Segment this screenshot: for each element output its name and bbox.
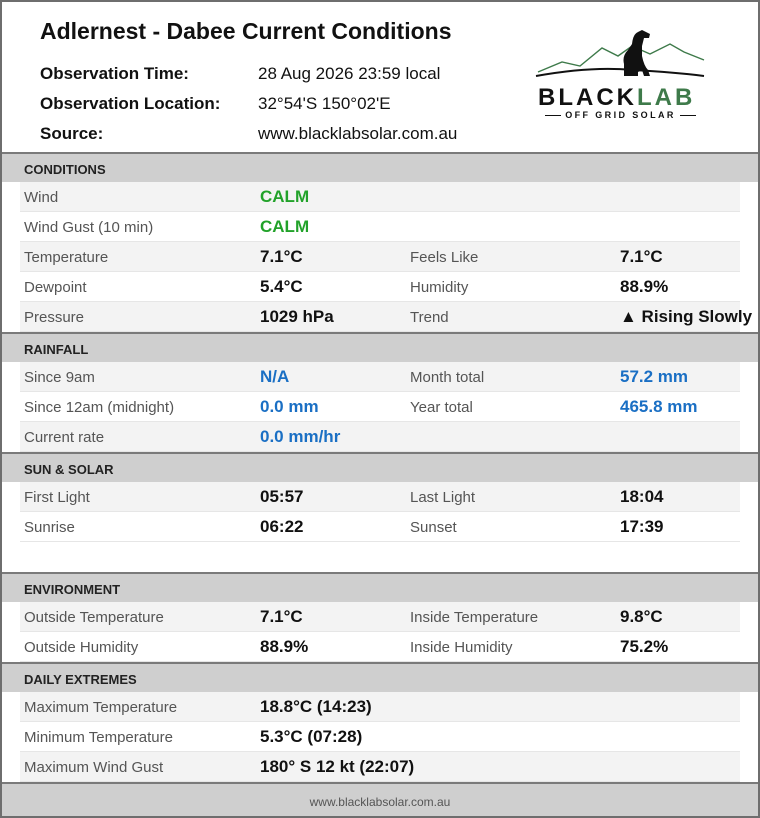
row-outside-humidity [20,632,740,662]
observation-location-value: 32°54'S 150°02'E [258,94,391,113]
min-temperature-label: Minimum Temperature [24,729,173,746]
source-label: Source: [40,124,104,143]
dewpoint-label: Dewpoint [24,279,87,296]
row-first-light [20,482,740,512]
wind-gust-label: Wind Gust (10 min) [24,219,154,236]
pressure-label: Pressure [24,309,85,326]
last-light-value: 18:04 [620,487,664,506]
row-wind-gust [20,212,740,242]
min-temperature-value: 5.3°C (07:28) [260,727,363,746]
max-temperature-value: 18.8°C (14:23) [260,697,372,716]
spacer-row [2,542,758,572]
mountain-dog-icon [532,26,712,86]
blacklab-logo [532,26,712,126]
section-daily-extremes [2,662,758,692]
pressure-value: 1029 hPa [260,307,334,326]
first-light-label: First Light [24,489,90,506]
wind-value: CALM [260,187,310,206]
observation-time-label: Observation Time: [40,64,189,83]
feels-like-label: Feels Like [410,249,479,266]
since-9am-value: N/A [260,367,290,386]
wind-gust-value: CALM [260,217,310,236]
row-sunrise [20,512,740,542]
row-min-temperature [20,722,740,752]
max-temperature-label: Maximum Temperature [24,699,178,716]
humidity-value: 88.9% [620,277,669,296]
since-9am-label: Since 9am [24,369,95,386]
sunset-label: Sunset [410,519,457,536]
row-pressure [20,302,753,332]
logo-text [538,84,695,112]
logo-text-lab: LAB [637,84,696,111]
row-since-midnight [20,392,740,422]
page-title: Adlernest - Dabee Current Conditions [40,18,452,44]
month-total-label: Month total [410,369,485,386]
source-value[interactable]: www.blacklabsolar.com.au [258,124,458,143]
outside-temperature-value: 7.1°C [260,607,303,626]
logo-text-black: BLACK [538,84,637,111]
row-wind [20,182,740,212]
year-total-label: Year total [410,399,473,416]
month-total-value: 57.2 mm [620,367,689,386]
last-light-label: Last Light [410,489,476,506]
outside-temperature-label: Outside Temperature [24,609,164,626]
section-title: SUN & SOLAR [24,462,114,477]
section-title: ENVIRONMENT [24,582,121,597]
section-title: RAINFALL [24,342,89,357]
section-title: DAILY EXTREMES [24,672,137,687]
row-current-rate [20,422,740,452]
logo-subtitle: OFF GRID SOLAR [538,110,703,120]
year-total-value: 465.8 mm [620,397,698,416]
section-environment [2,572,758,602]
sunrise-value: 06:22 [260,517,304,536]
header [2,2,758,152]
current-rate-label: Current rate [24,429,105,446]
inside-humidity-label: Inside Humidity [410,639,513,656]
inside-temperature-label: Inside Temperature [410,609,539,626]
section-conditions [2,152,758,182]
observation-location-label: Observation Location: [40,94,221,113]
feels-like-value: 7.1°C [620,247,663,266]
current-rate-value: 0.0 mm/hr [260,427,341,446]
footer [2,782,758,816]
humidity-label: Humidity [410,279,469,296]
since-midnight-label: Since 12am (midnight) [24,399,175,416]
row-max-temperature [20,692,740,722]
temperature-label: Temperature [24,249,109,266]
footer-link[interactable]: www.blacklabsolar.com.au [309,795,451,809]
wind-label: Wind [24,189,59,206]
sunset-value: 17:39 [620,517,664,536]
trend-value: ▲ Rising Slowly [620,307,753,326]
row-dewpoint [20,272,740,302]
max-wind-gust-value: 180° S 12 kt (22:07) [260,757,415,776]
first-light-value: 05:57 [260,487,304,506]
inside-humidity-value: 75.2% [620,637,669,656]
observation-time-value: 28 Aug 2026 23:59 local [258,64,441,83]
trend-label: Trend [410,309,449,326]
max-wind-gust-label: Maximum Wind Gust [24,759,164,776]
since-midnight-value: 0.0 mm [260,397,319,416]
row-max-wind-gust [20,752,740,782]
section-rainfall [2,332,758,362]
dewpoint-value: 5.4°C [260,277,303,296]
sunrise-label: Sunrise [24,519,75,536]
outside-humidity-label: Outside Humidity [24,639,139,656]
section-sun-solar [2,452,758,482]
section-title: CONDITIONS [24,162,106,177]
temperature-value: 7.1°C [260,247,303,266]
row-outside-temperature [20,602,740,632]
row-since-9am [20,362,740,392]
inside-temperature-value: 9.8°C [620,607,663,626]
row-temperature [20,242,740,272]
outside-humidity-value: 88.9% [260,637,309,656]
